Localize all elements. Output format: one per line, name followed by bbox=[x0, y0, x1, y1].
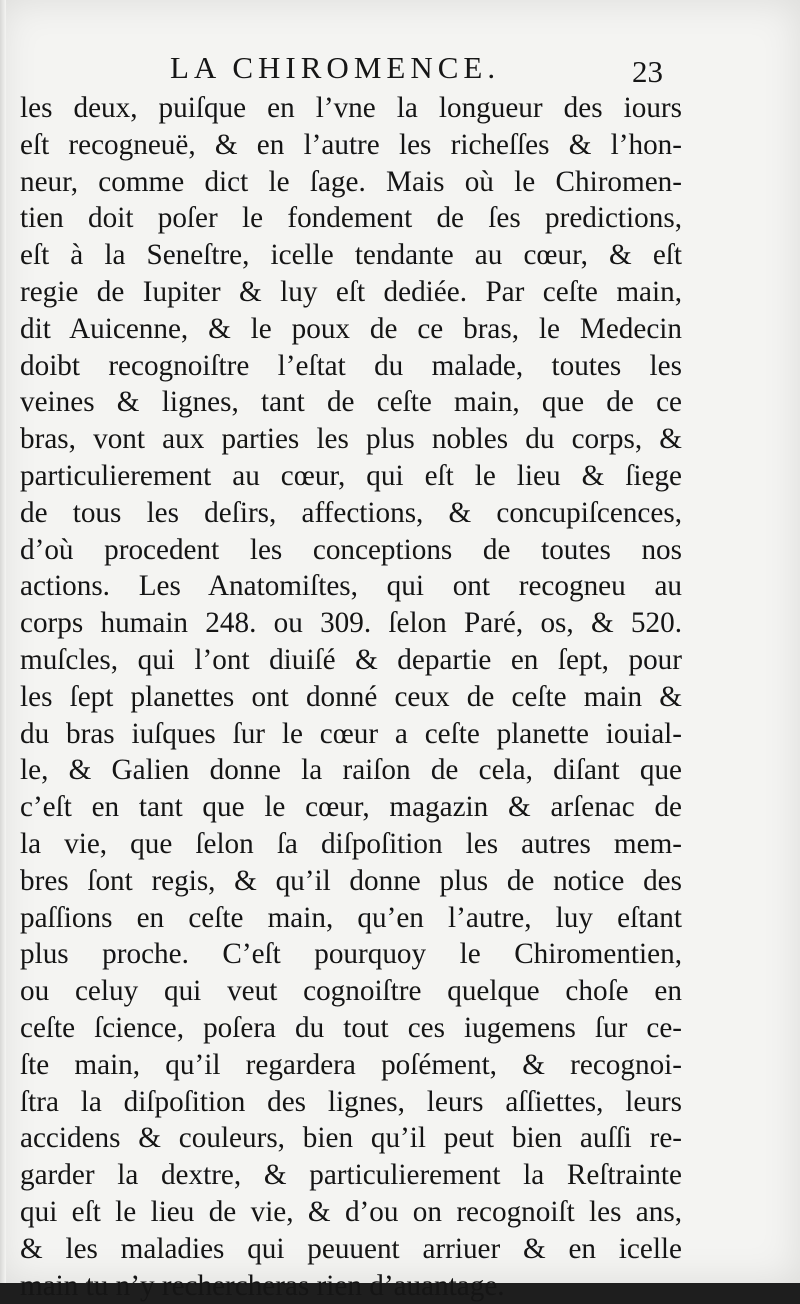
text-line: muſcles, qui l’ont diuiſé & departie en ſept, pour bbox=[20, 642, 682, 679]
text-line: dit Auicenne, & le poux de ce bras, le Medecin bbox=[20, 311, 682, 348]
text-line: bres ſont regis, & qu’il donne plus de notice des bbox=[20, 863, 682, 900]
text-line-last: main tu n’y rechercheras rien d’auantage. bbox=[20, 1268, 682, 1304]
text-line: plus proche. C’eſt pourquoy le Chiromentien, bbox=[20, 936, 682, 973]
running-title: LA CHIROMENCE. bbox=[170, 50, 500, 86]
text-line: veines & lignes, tant de ceſte main, que de ce bbox=[20, 384, 682, 421]
text-line: doibt recognoiſtre l’eſtat du malade, toutes les bbox=[20, 348, 682, 385]
text-line: actions. Les Anatomiſtes, qui ont recogneu au bbox=[20, 568, 682, 605]
text-line: le, & Galien donne la raiſon de cela, diſant que bbox=[20, 752, 682, 789]
text-line: ſtra la diſpoſition des lignes, leurs aſſiettes, leurs bbox=[20, 1084, 682, 1121]
page-header bbox=[0, 50, 800, 94]
text-line: les deux, puiſque en l’vne la longueur des iours bbox=[20, 90, 682, 127]
text-line: qui eſt le lieu de vie, & d’ou on recognoiſt les ans, bbox=[20, 1194, 682, 1231]
page-number: 23 bbox=[632, 54, 663, 90]
text-line: ceſte ſcience, poſera du tout ces iugemens ſur ce- bbox=[20, 1010, 682, 1047]
text-line: & les maladies qui peuuent arriuer & en icelle bbox=[20, 1231, 682, 1268]
text-line: ſte main, qu’il regardera poſément, & recognoi- bbox=[20, 1047, 682, 1084]
text-line: eſt à la Seneſtre, icelle tendante au cœur, & eſt bbox=[20, 237, 682, 274]
text-line: eſt recogneuë, & en l’autre les richeſſes & l’hon- bbox=[20, 127, 682, 164]
text-line: ou celuy qui veut cognoiſtre quelque choſe en bbox=[20, 973, 682, 1010]
text-line: d’où procedent les conceptions de toutes nos bbox=[20, 532, 682, 569]
show-through-texture bbox=[596, 1226, 746, 1276]
text-line: neur, comme dict le ſage. Mais où le Chiromen- bbox=[20, 164, 682, 201]
text-line: c’eſt en tant que le cœur, magazin & arſenac de bbox=[20, 789, 682, 826]
body-text bbox=[20, 90, 682, 1304]
text-line: la vie, que ſelon ſa diſpoſition les autres mem- bbox=[20, 826, 682, 863]
text-line: bras, vont aux parties les plus nobles du corps, & bbox=[20, 421, 682, 458]
text-line: les ſept planettes ont donné ceux de ceſte main & bbox=[20, 679, 682, 716]
text-line: corps humain 248. ou 309. ſelon Paré, os, & 520. bbox=[20, 605, 682, 642]
text-line: regie de Iupiter & luy eſt dediée. Par ceſte main, bbox=[20, 274, 682, 311]
text-line: de tous les deſirs, affections, & concupiſcences, bbox=[20, 495, 682, 532]
text-line: paſſions en ceſte main, qu’en l’autre, luy eſtant bbox=[20, 900, 682, 937]
text-line: tien doit poſer le fondement de ſes predictions, bbox=[20, 200, 682, 237]
text-line: garder la dextre, & particulierement la Reſtrainte bbox=[20, 1157, 682, 1194]
text-line: du bras iuſques ſur le cœur a ceſte planette iouial- bbox=[20, 716, 682, 753]
text-line: particulierement au cœur, qui eſt le lieu & ſiege bbox=[20, 458, 682, 495]
page-edge-shadow bbox=[0, 0, 6, 1283]
text-line: accidens & couleurs, bien qu’il peut bien auſſi re- bbox=[20, 1120, 682, 1157]
